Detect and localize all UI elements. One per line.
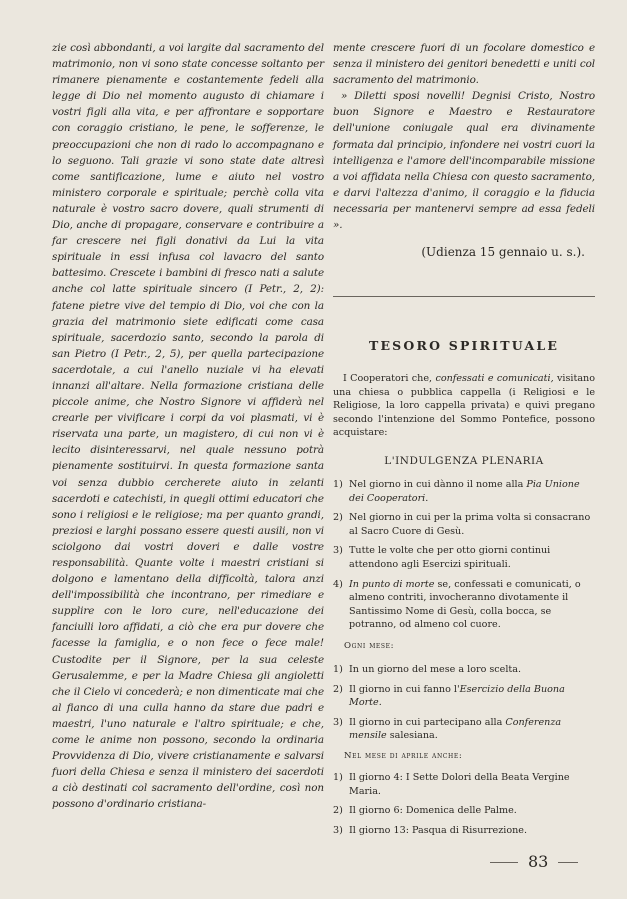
item-number: 4) [333, 578, 343, 590]
list-item [333, 478, 595, 505]
list-item [333, 578, 595, 632]
item-text: Il giorno 13: Pasqua di Risurrezione. [349, 824, 528, 836]
citation: (Udienza 15 gennaio u. s.). [421, 245, 585, 260]
right-column [333, 40, 595, 259]
left-column-text: zie così abbondanti, a voi largite dal sacramento del matrimonio, non vi sono state concesse soltanto per rimanere pienamente e costantemente fedeli alla legge di Dio nel momento augusto di chiamare i vostri figli alla vita, e per affrontare e sopportare con coraggio cristiano, le pene, le sofferenze, le preoccupazioni che non di rado lo accompagnano e lo seguono. Tali grazie vi sono state date altresì come santificazione, lume e aiuto nel vostro ministero corporale e spirituale; perchè colla vita naturale è vostro sacro dovere, quali strumenti di Dio, anche di propagare, conservare e contribuire a far crescere nei figli donativi da Lui la vita spirituale in essi infusa col lavacro del santo battesimo. Crescete i bambini di fresco nati a salute anche col latte spirituale sincero (I Petr., 2, 2): fatene pietre vive del tempio di Dio, voi che con la grazia del matrimonio siete edificati come casa spirituale, sacerdozio santo, secondo la parola di san Pietro (I Petr., 2, 5), per quella partecipazione sacerdotale, a cui l'anello nuziale vi ha elevati innanzi all'altare. Nella formazione cristiana delle piccole anime, che Nostro Signore vi affiderà nel crearle per vivificare i corpi da voi plasmati, vi è riservata una parte, un magistero, di cui non vi è lecito disinteressarvi, nel quale nessuno potrà pienamente sostituirvi. In questa formazione santa voi senza dubbio cercherete aiuto in zelanti sacerdoti e catechisti, in quegli ottimi educatori che sono i religiosi e le religiose; ma per quanto grandi, preziosi e larghi possano essere questi ausili, non vi sciolgono dai vostri doveri e dalle vostre responsabilità. Quante volte i maestri cristiani si dolgono e lamentano della difficoltà, talora anzi dell'impossibilità che incontrano, per rimediare e supplire con le loro cure, nell'educazione dei fanciulli loro affidati, a ciò che era pur dovere che facesse la famiglia, e o non fece o fece male! Custodite per il Signore, per la sua celeste Gerusalemme, e per la Madre Chiesa gli angioletti che il Cielo vi concederà; e non dimenticate mai che al fianco di una culla hanno da stare due padri e maestri, l'uno naturale e l'altro spirituale; e che, come le anime non possono, secondo la ordinaria Provvidenza di Dio, vivere cristianamente e salvarsi fuori della Chiesa e senza il ministero dei sacerdoti a ciò destinati col sacramento dell'ordine, così non possono d'ordinario cristiana- [52, 42, 324, 811]
item-text: Nel giorno in cui per la prima volta si consacrano al Sacro Cuore di Gesù. [349, 512, 591, 537]
item-number: 3) [333, 716, 343, 728]
item-number: 2) [333, 683, 343, 695]
ogni-mese-heading: Ogni mese: [344, 641, 395, 651]
item-number: 2) [333, 512, 343, 524]
item-text-after: salesiana. [386, 730, 438, 742]
right-paragraph-2: » Diletti sposi novelli! Degnisi Cristo, Nostro buon Signore e Maestro e Restauratore dell'unione coniugale qual era divinamente formata dal principio, infondere nei vostri cuori la intelligenza e l'amore dell'incomparabile missione a voi affidata nella Chiesa con questo sacramento, e darvi l'altezza d'animo, il coraggio e la fiducia necessaria per mantenervi sempre ad essa fedeli ». [333, 90, 595, 232]
list-item [333, 771, 595, 798]
list-item [333, 716, 595, 743]
list-item [333, 824, 595, 838]
item-emphasis: In punto di morte [349, 578, 435, 590]
item-text: Tutte le volte che per otto giorni continui attendono agli Esercizi spirituali. [349, 545, 551, 570]
item-emphasis: Esercizio della Buona Morte. [349, 683, 565, 709]
item-number: 3) [333, 545, 343, 557]
aprile-heading: Nel mese di aprile anche: [344, 751, 463, 761]
list-item [333, 663, 595, 677]
item-emphasis: Pia Unione dei Cooperatori. [349, 479, 580, 504]
item-text: Il giorno in cui partecipano alla [349, 716, 506, 728]
indulgence-list [333, 478, 595, 638]
monthly-list [333, 663, 595, 749]
footer-rule-left [490, 862, 518, 863]
list-item [333, 804, 595, 818]
section-divider [333, 296, 595, 297]
item-number: 1) [333, 479, 343, 490]
footer-rule-right [558, 862, 578, 863]
left-column [52, 40, 324, 813]
april-list [333, 771, 595, 843]
item-number: 2) [333, 805, 343, 817]
item-number: 1) [333, 772, 343, 783]
intro-paragraph [333, 372, 595, 440]
item-number: 3) [333, 824, 343, 836]
intro-text-1: I Cooperatori che, [343, 373, 436, 384]
list-item [333, 683, 595, 710]
item-text: Il giorno 4: I Sette Dolori della Beata Vergine Maria. [349, 772, 570, 797]
item-number: 1) [333, 664, 343, 675]
intro-text-2: visitano una chiesa o pubblica cappella (i Religiosi e le Religiose, la loro cappella privata) e quivi pregano secondo l'intenzione del Sommo Pontefice, possono acquistare: [333, 373, 596, 439]
item-text: In un giorno del mese a loro scelta. [349, 664, 522, 675]
intro-emphasis: confessati e comunicati, [435, 373, 554, 384]
right-paragraph-1: mente crescere fuori di un focolare domestico e senza il ministero dei genitori benedetti e uniti col sacramento del matrimonio. [333, 42, 595, 87]
list-item [333, 544, 595, 571]
item-text: Il giorno 6: Domenica delle Palme. [349, 805, 517, 817]
item-text: Il giorno in cui fanno l' [349, 683, 460, 695]
item-text: Nel giorno in cui dànno il nome alla [349, 479, 527, 490]
list-item [333, 511, 595, 538]
page-number: 83 [528, 852, 549, 871]
item-emphasis: Conferenza mensile [349, 716, 562, 742]
item-text-after: se, confessati e comunicati, o almeno contriti, invocheranno divotamente il Santissimo Nome di Gesù, colla bocca, se potranno, od almeno col cuore. [349, 578, 581, 631]
section-title: TESORO SPIRITUALE [368, 338, 560, 353]
indulgence-heading: L'INDULGENZA PLENARIA [384, 455, 544, 467]
